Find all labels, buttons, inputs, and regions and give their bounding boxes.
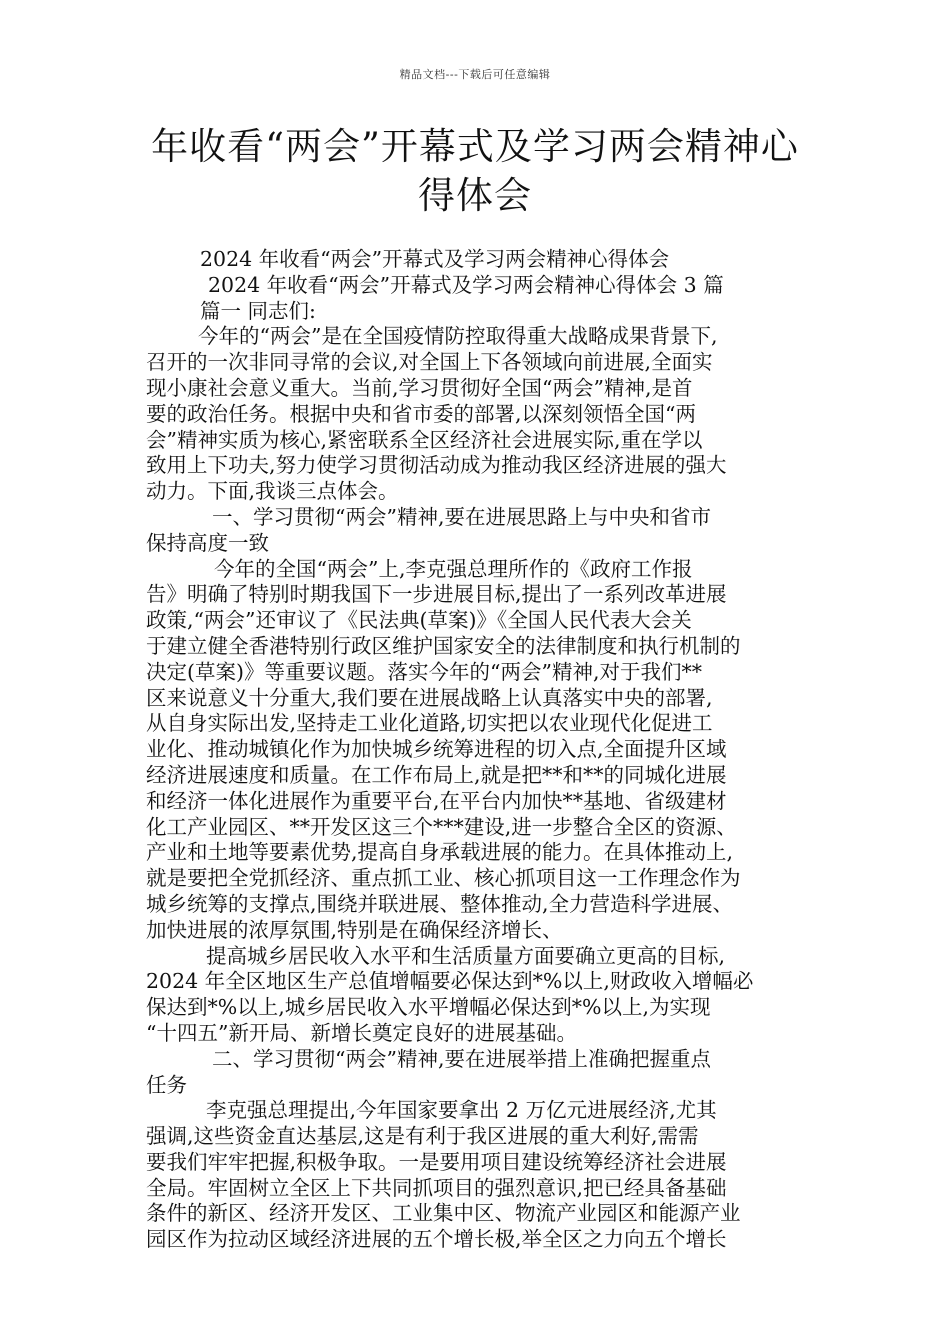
text-line: 和经济一体化进展作为重要平台,在平台内加快**基地、省级建材	[146, 788, 727, 813]
text-line: 强调,这些资金直达基层,这是有利于我区进展的重大利好,需需	[146, 1124, 699, 1149]
text-line: 2024 年全区地区生产总值增幅要必保达到*%以上,财政收入增幅必	[146, 969, 754, 994]
text-line: 2024 年收看“两会”开幕式及学习两会精神心得体会 3 篇	[208, 272, 724, 297]
text-line: 李克强总理提出,今年国家要拿出 2 万亿元进展经济,尤其	[206, 1098, 717, 1123]
text-line: 会”精神实质为核心,紧密联系全区经济社会进展实际,重在学以	[146, 427, 703, 452]
header-note: 精品文档---下载后可任意编辑	[399, 68, 551, 81]
text-line: 篇一 同志们:	[200, 298, 316, 323]
text-line: 现小康社会意义重大。当前,学习贯彻好全国“两会”精神,是首	[146, 375, 693, 400]
text-line: 加快进展的浓厚氛围,特别是在确保经济增长、	[146, 917, 563, 942]
text-line: 保持高度一致	[146, 530, 269, 555]
text-line: 区来说意义十分重大,我们要在进展战略上认真落实中央的部署,	[146, 685, 713, 710]
document-title	[130, 122, 820, 220]
text-line: 城乡统筹的支撑点,围绕并联进展、整体推动,全力营造科学进展、	[146, 891, 734, 916]
text-line: 今年的全国“两会”上,李克强总理所作的《政府工作报	[214, 556, 693, 581]
text-line: 任务	[146, 1072, 187, 1097]
text-line: 化工产业园区、**开发区这三个***建设,进一步整合全区的资源、	[146, 814, 737, 839]
text-line: 召开的一次非同寻常的会议,对全国上下各领域向前进展,全面实	[146, 350, 713, 375]
title-line: 得体会	[418, 174, 532, 217]
text-line: 产业和土地等要素优势,提高自身承载进展的能力。在具体推动上,	[146, 840, 734, 865]
text-line: 于建立健全香港特别行政区维护国家安全的法律制度和执行机制的	[146, 633, 741, 658]
text-line: 业化、推动城镇化作为加快城乡统筹进程的切入点,全面提升区域	[146, 737, 727, 762]
text-line: 从自身实际出发,坚持走工业化道路,切实把以农业现代化促进工	[146, 711, 713, 736]
text-line: 要我们牢牢把握,积极争取。一是要用项目建设统筹经济社会进展	[146, 1149, 727, 1174]
text-line: 要的政治任务。根据中央和省市委的部署,以深刻领悟全国“两	[146, 401, 696, 426]
text-line: 全局。牢固树立全区上下共同抓项目的强烈意识,把已经具备基础	[146, 1175, 727, 1200]
text-line: 就是要把全党抓经济、重点抓工业、核心抓项目这一工作理念作为	[146, 866, 741, 891]
text-line: 园区作为拉动区域经济进展的五个增长极,举全区之力向五个增长	[146, 1227, 727, 1252]
text-line: 动力。下面,我谈三点体会。	[146, 479, 399, 504]
text-line: 提高城乡居民收入水平和生活质量方面要确立更高的目标,	[206, 943, 726, 968]
text-line: 经济进展速度和质量。在工作布局上,就是把**和**的同城化进展	[146, 762, 727, 787]
text-line: 2024 年收看“两会”开幕式及学习两会精神心得体会	[200, 247, 670, 271]
title-line: 年收看“两会”开幕式及学习两会精神心	[151, 125, 799, 168]
text-line: 二、学习贯彻“两会”精神,要在进展举措上准确把握重点	[212, 1046, 711, 1071]
text-line: 条件的新区、经济开发区、工业集中区、物流产业园区和能源产业	[146, 1201, 741, 1226]
text-line: 告》明确了特别时期我国下一步进展目标,提出了一系列改革进展	[146, 582, 727, 607]
text-line: 政策,“两会”还审议了《民法典(草案)》《全国人民代表大会关	[146, 608, 692, 633]
text-line: “十四五”新开局、新增长奠定良好的进展基础。	[146, 1020, 577, 1045]
text-line: 致用上下功夫,努力使学习贯彻活动成为推动我区经济进展的强大	[146, 453, 727, 478]
text-line: 保达到*%以上,城乡居民收入水平增幅必保达到*%以上,为实现	[146, 995, 711, 1020]
document-body	[146, 247, 808, 1253]
text-line: 今年的“两会”是在全国疫情防控取得重大战略成果背景下,	[198, 324, 718, 349]
text-line: 一、学习贯彻“两会”精神,要在进展思路上与中央和省市	[212, 504, 711, 529]
text-line: 决定(草案)》等重要议题。落实今年的“两会”精神,对于我们**	[146, 659, 702, 684]
